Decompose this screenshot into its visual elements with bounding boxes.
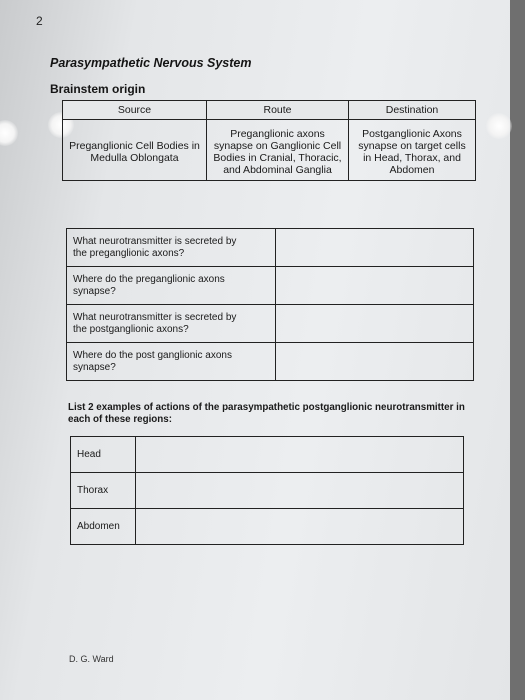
answer-cell[interactable] bbox=[276, 229, 474, 267]
destination-line: Postganglionic Axons bbox=[362, 128, 462, 140]
region-label: Abdomen bbox=[71, 509, 136, 545]
destination-line: synapse on target cells bbox=[358, 140, 466, 152]
region-answer-cell[interactable] bbox=[136, 473, 464, 509]
question-row bbox=[67, 305, 474, 343]
regions-table bbox=[70, 436, 464, 545]
origin-table-header bbox=[63, 101, 476, 120]
origin-table-row bbox=[63, 120, 476, 181]
answer-cell[interactable] bbox=[276, 267, 474, 305]
header-source: Source bbox=[63, 101, 207, 120]
question-text: Where do the preganglionic axons bbox=[73, 273, 225, 285]
destination-line: Abdomen bbox=[389, 164, 435, 176]
question-text: the postganglionic axons? bbox=[73, 323, 189, 335]
source-line: Medulla Oblongata bbox=[90, 152, 179, 164]
question-row bbox=[67, 229, 474, 267]
question-text: synapse? bbox=[73, 285, 116, 297]
route-line: Preganglionic axons bbox=[230, 128, 325, 140]
header-destination: Destination bbox=[349, 101, 476, 120]
region-answer-cell[interactable] bbox=[136, 437, 464, 473]
question-text: What neurotransmitter is secreted by bbox=[73, 311, 237, 323]
answer-cell[interactable] bbox=[276, 343, 474, 381]
route-cell bbox=[207, 120, 349, 181]
instruction-text: List 2 examples of actions of the parasympathetic postganglionic neurotransmitter in each of these regions: bbox=[68, 402, 465, 425]
question-cell bbox=[67, 229, 276, 267]
origin-table bbox=[62, 100, 476, 181]
binder-hole bbox=[0, 120, 18, 146]
question-cell bbox=[67, 305, 276, 343]
question-text: What neurotransmitter is secreted by bbox=[73, 235, 237, 247]
answer-cell[interactable] bbox=[276, 305, 474, 343]
question-text: synapse? bbox=[73, 361, 116, 373]
destination-cell bbox=[349, 120, 476, 181]
question-cell bbox=[67, 343, 276, 381]
region-row bbox=[71, 473, 464, 509]
question-row bbox=[67, 267, 474, 305]
destination-line: in Head, Thorax, and bbox=[363, 152, 461, 164]
region-row bbox=[71, 509, 464, 545]
header-route: Route bbox=[207, 101, 349, 120]
region-label: Thorax bbox=[71, 473, 136, 509]
page-title: Parasympathetic Nervous System bbox=[50, 56, 252, 70]
question-text: the preganglionic axons? bbox=[73, 247, 185, 259]
binder-hole bbox=[486, 113, 512, 139]
page-number: 2 bbox=[36, 14, 43, 28]
question-text: Where do the post ganglionic axons bbox=[73, 349, 232, 361]
question-cell bbox=[67, 267, 276, 305]
source-line: Preganglionic Cell Bodies in bbox=[69, 140, 200, 152]
route-line: Bodies in Cranial, Thoracic, bbox=[213, 152, 342, 164]
questions-table bbox=[66, 228, 474, 381]
region-row bbox=[71, 437, 464, 473]
route-line: and Abdominal Ganglia bbox=[223, 164, 332, 176]
source-cell bbox=[63, 120, 207, 181]
region-label: Head bbox=[71, 437, 136, 473]
region-answer-cell[interactable] bbox=[136, 509, 464, 545]
route-line: synapse on Ganglionic Cell bbox=[213, 140, 342, 152]
section-subtitle: Brainstem origin bbox=[50, 82, 146, 96]
question-row bbox=[67, 343, 474, 381]
author-credit: D. G. Ward bbox=[69, 654, 114, 664]
